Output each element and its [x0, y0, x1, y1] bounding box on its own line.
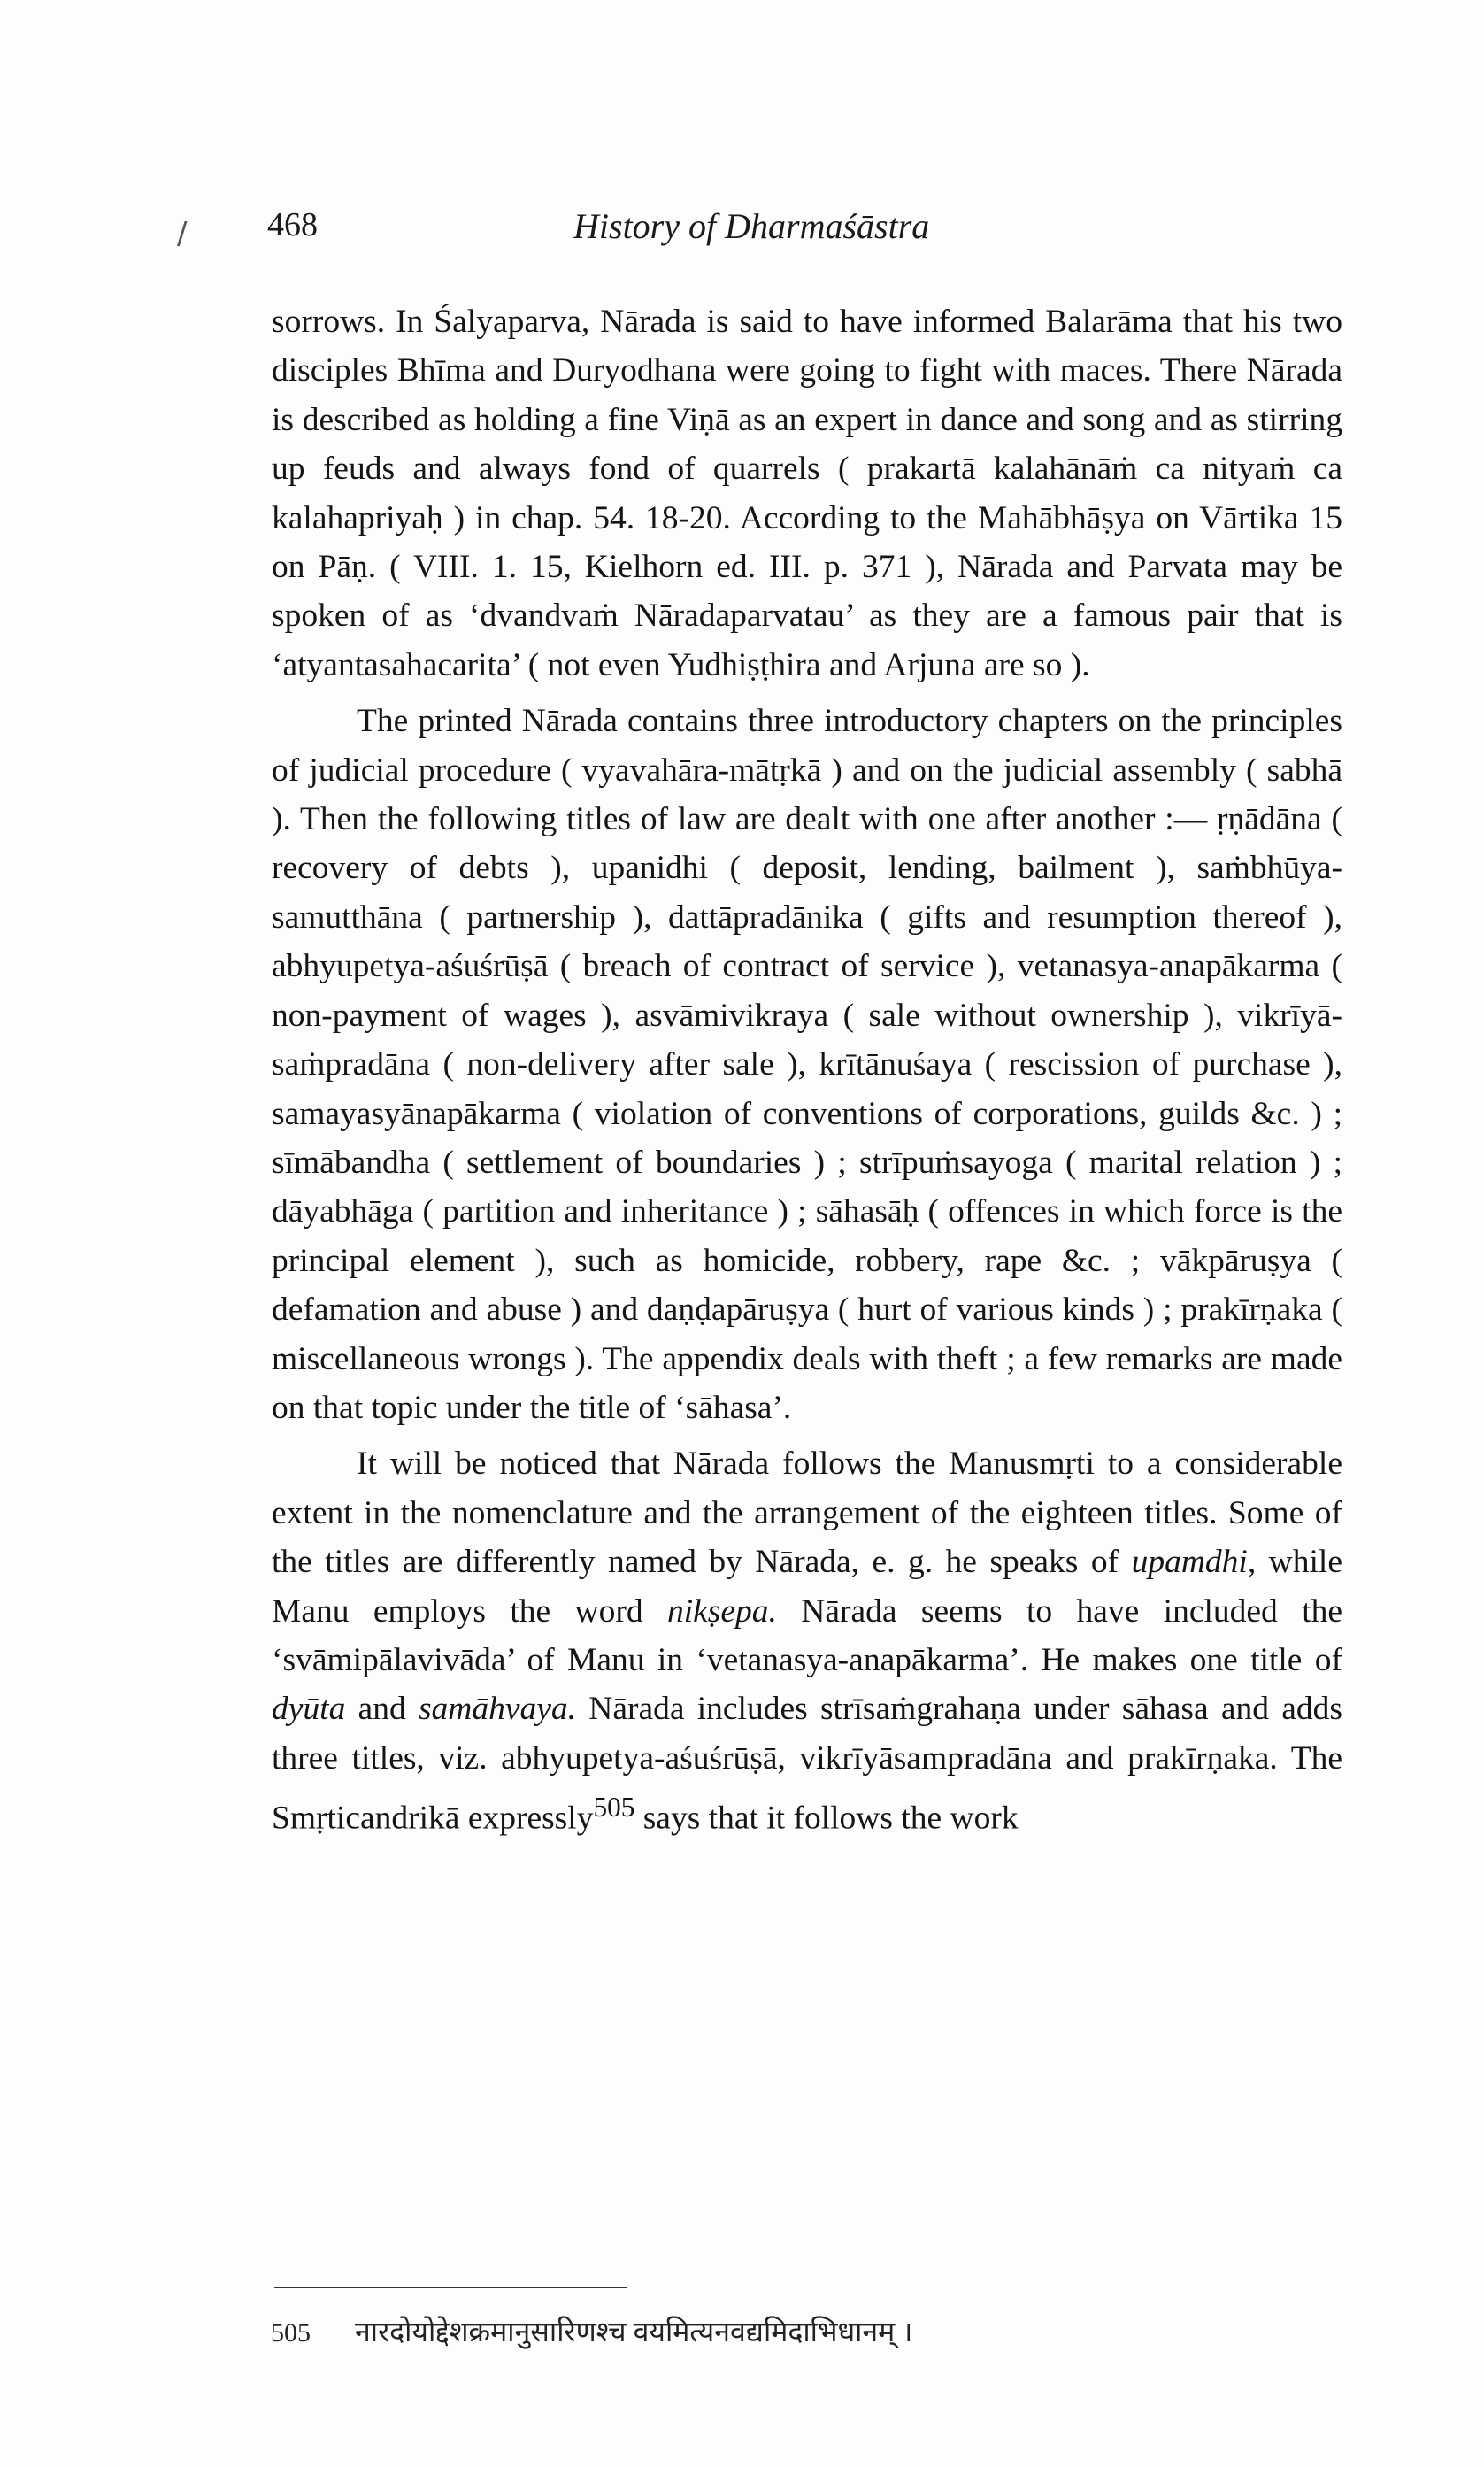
page-number: 468	[267, 206, 318, 243]
body-text	[272, 297, 1342, 1843]
paragraph-2: The printed Nārada contains three introductory chapters on the principles of judicial procedure ( vyavahāra-mātṛkā ) and on the judicial assembly ( sabhā ). Then the following titles of law are dealt with one after another :— ṛṇādāna ( recovery of debts ), upanidhi ( deposit, lending, bailment ), saṁbhūya-samutthāna ( partnership ), dattāpradānika ( gifts and resumption thereof ), abhyupetya-aśuśrūṣā ( breach of contract of service ), vetanasya-anapākarma ( non-payment of wages ), asvāmivikraya ( sale without ownership ), vikrīyā-saṁpradāna ( non-delivery after sale ), krītānuśaya ( rescission of purchase ), samayasyānapākarma ( violation of conventions of corporations, guilds &c. ) ; sīmābandha ( settlement of boundaries ) ; strīpuṁsayoga ( marital relation ) ; dāyabhāga ( partition and inheritance ) ; sāhasāḥ ( offences in which force is the principal element ), such as homicide, robbery, rape &c. ; vākpāruṣya ( defamation and abuse ) and daṇḍapāruṣya ( hurt of various kinds ) ; prakīrṇaka ( miscellaneous wrongs ). The appendix deals with theft ; a few remarks are made on that topic under the title of ‘sāhasa’.	[272, 703, 1342, 1426]
italic-term-upamdhi: upamdhi,	[1131, 1544, 1257, 1581]
running-title: History of Dharmaśāstra	[573, 206, 930, 246]
footnote-text: नारदोयोद्देशक्रमानुसारिणश्च वयमित्यनवद्यमिदाभिधानम् ।	[355, 2316, 913, 2348]
footnote-divider	[274, 2286, 627, 2288]
paragraph-3	[272, 1439, 1342, 1843]
paragraph-3-text: Nārada seems to have included the ‘svāmipālavivāda’ of Manu in ‘vetanasya-anapākarma’. He makes one title of	[272, 1592, 1343, 1678]
paragraph-3-text: and	[345, 1691, 419, 1728]
footnote-reference[interactable]: 505	[593, 1792, 635, 1823]
italic-term-niksepa: nikṣepa.	[666, 1592, 777, 1630]
italic-term-samahvaya: samāhvaya.	[418, 1691, 577, 1728]
margin-mark: /	[177, 216, 188, 251]
footnote-number: 505	[271, 2318, 311, 2348]
footnote	[271, 2312, 912, 2350]
paragraph-3-text: It will be noticed that Nārada follows the Manusmṛti to a considerable extent in the nomenclature and the arrangement of the eighteen titles. Some of the titles are differently named by Nārada, e. g. he speaks of	[272, 1446, 1342, 1581]
paragraph-3-text: Nārada includes strīsaṁgrahaṇa under sāhasa and adds three titles, viz. abhyupetya-aśuśrūṣā, vikrīyāsampradāna and prakīrṇaka. The Smṛticandrikā expressly	[272, 1691, 1342, 1837]
paragraph-1: sorrows. In Śalyaparva, Nārada is said to have informed Balarāma that his two disciples Bhīma and Duryodhana were going to fight with maces. There Nārada is described as holding a fine Viṇā as an expert in dance and song and as stirring up feuds and always fond of quarrels ( prakartā kalahānāṁ ca nityaṁ ca kalahapriyaḥ ) in chap. 54. 18-20. According to the Mahābhāṣya on Vārtika 15 on Pāṇ. ( VIII. 1. 15, Kielhorn ed. III. p. 371 ), Nārada and Parvata may be spoken of as ‘dvandvaṁ Nāradaparvatau’ as they are a famous pair that is ‘atyantasahacarita’ ( not even Yudhiṣṭhira and Arjuna are so ).	[272, 304, 1342, 683]
paragraph-3-text: while Manu employs the word	[272, 1544, 1342, 1630]
paragraph-3-text: says that it follows the work	[634, 1800, 1019, 1837]
italic-term-dyuta: dyūta	[272, 1691, 346, 1728]
